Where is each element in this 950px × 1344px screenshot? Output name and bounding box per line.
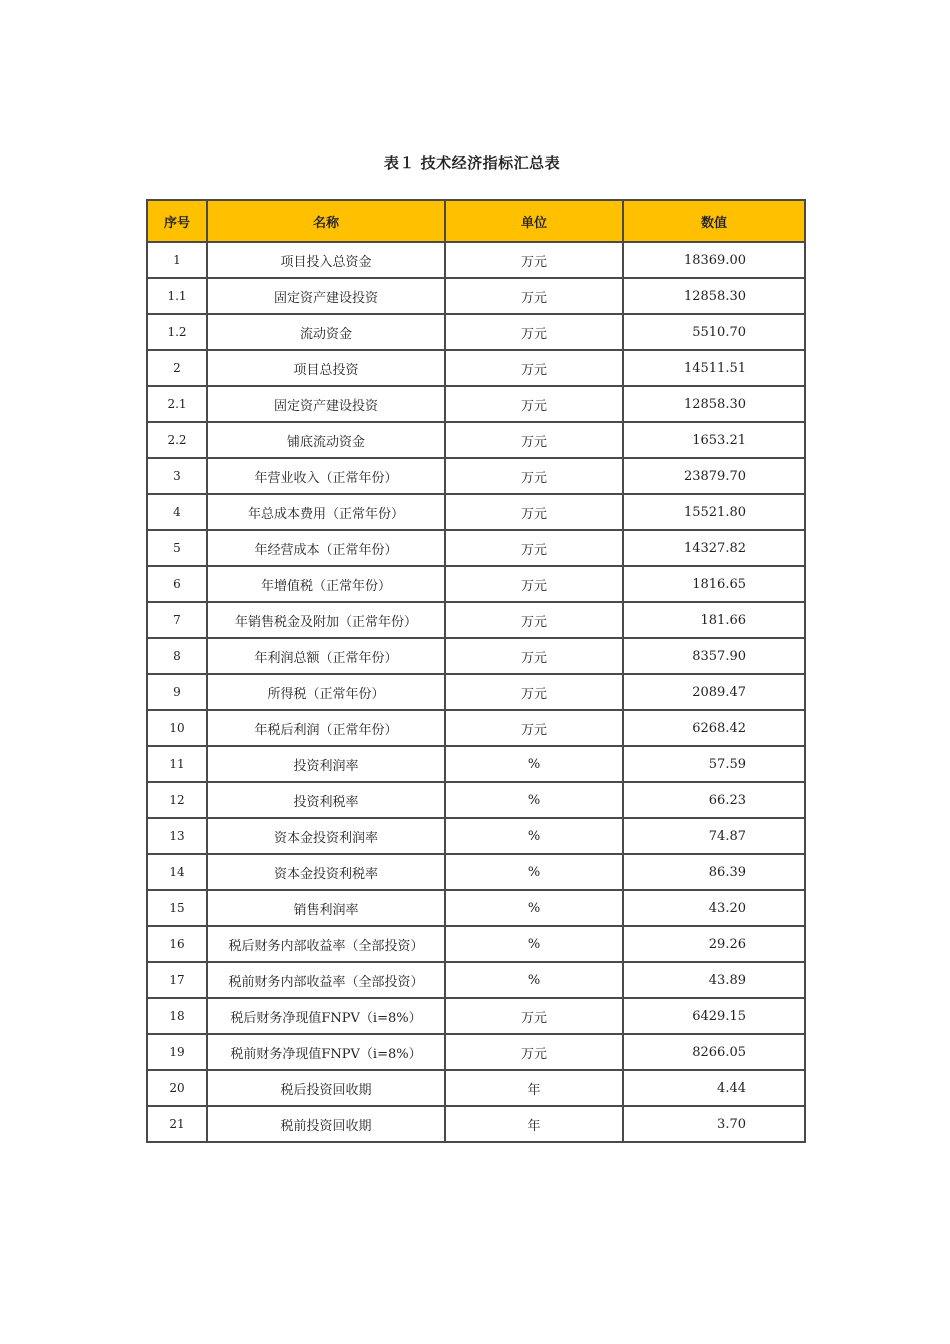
cell-value: 6429.15 [623, 998, 805, 1034]
header-seq: 序号 [147, 200, 207, 242]
cell-name: 固定资产建设投资 [207, 278, 445, 314]
cell-unit: 年 [445, 1106, 623, 1142]
cell-name: 项目投入总资金 [207, 242, 445, 278]
table-row [147, 854, 805, 890]
cell-seq: 3 [147, 458, 207, 494]
cell-seq: 11 [147, 746, 207, 782]
cell-value: 8357.90 [623, 638, 805, 674]
cell-name: 税后财务内部收益率（全部投资） [207, 926, 445, 962]
cell-unit: 万元 [445, 458, 623, 494]
cell-seq: 7 [147, 602, 207, 638]
cell-value: 2089.47 [623, 674, 805, 710]
cell-name: 税后投资回收期 [207, 1070, 445, 1106]
table-row [147, 1070, 805, 1106]
cell-value: 8266.05 [623, 1034, 805, 1070]
cell-seq: 18 [147, 998, 207, 1034]
cell-unit: % [445, 890, 623, 926]
table-row [147, 998, 805, 1034]
cell-value: 5510.70 [623, 314, 805, 350]
header-value: 数值 [623, 200, 805, 242]
cell-seq: 2.2 [147, 422, 207, 458]
cell-value: 12858.30 [623, 278, 805, 314]
header-row [147, 200, 805, 242]
cell-seq: 21 [147, 1106, 207, 1142]
cell-name: 资本金投资利税率 [207, 854, 445, 890]
table-row [147, 1034, 805, 1070]
cell-name: 所得税（正常年份） [207, 674, 445, 710]
cell-value: 6268.42 [623, 710, 805, 746]
cell-unit: 万元 [445, 566, 623, 602]
cell-unit: 万元 [445, 674, 623, 710]
table-row [147, 926, 805, 962]
cell-seq: 4 [147, 494, 207, 530]
cell-name: 税前财务内部收益率（全部投资） [207, 962, 445, 998]
cell-name: 流动资金 [207, 314, 445, 350]
cell-seq: 15 [147, 890, 207, 926]
cell-unit: 万元 [445, 422, 623, 458]
table-row [147, 278, 805, 314]
cell-name: 销售利润率 [207, 890, 445, 926]
cell-value: 14511.51 [623, 350, 805, 386]
cell-unit: 万元 [445, 350, 623, 386]
cell-unit: % [445, 962, 623, 998]
table-row [147, 746, 805, 782]
cell-unit: % [445, 926, 623, 962]
table-row [147, 314, 805, 350]
cell-value: 74.87 [623, 818, 805, 854]
header-name: 名称 [207, 200, 445, 242]
cell-name: 税后财务净现值FNPV（i=8%） [207, 998, 445, 1034]
table-row [147, 1106, 805, 1142]
table-row [147, 962, 805, 998]
cell-seq: 1.2 [147, 314, 207, 350]
cell-value: 1653.21 [623, 422, 805, 458]
cell-unit: 万元 [445, 710, 623, 746]
cell-seq: 5 [147, 530, 207, 566]
cell-value: 29.26 [623, 926, 805, 962]
cell-seq: 17 [147, 962, 207, 998]
cell-unit: 万元 [445, 278, 623, 314]
cell-value: 66.23 [623, 782, 805, 818]
cell-unit: % [445, 782, 623, 818]
table-row [147, 458, 805, 494]
cell-seq: 13 [147, 818, 207, 854]
cell-name: 资本金投资利润率 [207, 818, 445, 854]
cell-value: 181.66 [623, 602, 805, 638]
cell-value: 4.44 [623, 1070, 805, 1106]
economic-indicators-table [146, 199, 806, 1143]
cell-name: 投资利税率 [207, 782, 445, 818]
table-row [147, 350, 805, 386]
table-row [147, 602, 805, 638]
cell-unit: 万元 [445, 530, 623, 566]
cell-seq: 9 [147, 674, 207, 710]
cell-value: 43.20 [623, 890, 805, 926]
header-unit: 单位 [445, 200, 623, 242]
table-row [147, 494, 805, 530]
cell-unit: 万元 [445, 314, 623, 350]
cell-value: 14327.82 [623, 530, 805, 566]
cell-value: 57.59 [623, 746, 805, 782]
cell-name: 年利润总额（正常年份） [207, 638, 445, 674]
table-body [147, 242, 805, 1142]
cell-name: 固定资产建设投资 [207, 386, 445, 422]
cell-value: 43.89 [623, 962, 805, 998]
cell-seq: 6 [147, 566, 207, 602]
table-row [147, 890, 805, 926]
cell-unit: % [445, 746, 623, 782]
table-row [147, 422, 805, 458]
cell-value: 23879.70 [623, 458, 805, 494]
cell-unit: 万元 [445, 1034, 623, 1070]
cell-unit: 万元 [445, 998, 623, 1034]
cell-name: 项目总投资 [207, 350, 445, 386]
table-row [147, 782, 805, 818]
cell-name: 年经营成本（正常年份） [207, 530, 445, 566]
cell-unit: % [445, 854, 623, 890]
cell-name: 年增值税（正常年份） [207, 566, 445, 602]
cell-value: 3.70 [623, 1106, 805, 1142]
cell-name: 铺底流动资金 [207, 422, 445, 458]
cell-value: 15521.80 [623, 494, 805, 530]
cell-name: 年税后利润（正常年份） [207, 710, 445, 746]
cell-name: 年销售税金及附加（正常年份） [207, 602, 445, 638]
cell-seq: 20 [147, 1070, 207, 1106]
cell-seq: 1.1 [147, 278, 207, 314]
cell-name: 投资利润率 [207, 746, 445, 782]
cell-unit: % [445, 818, 623, 854]
cell-name: 税前财务净现值FNPV（i=8%） [207, 1034, 445, 1070]
cell-value: 18369.00 [623, 242, 805, 278]
table-row [147, 386, 805, 422]
cell-unit: 年 [445, 1070, 623, 1106]
table-row [147, 530, 805, 566]
cell-unit: 万元 [445, 638, 623, 674]
cell-unit: 万元 [445, 242, 623, 278]
cell-unit: 万元 [445, 494, 623, 530]
cell-seq: 19 [147, 1034, 207, 1070]
cell-unit: 万元 [445, 602, 623, 638]
table-row [147, 818, 805, 854]
cell-name: 税前投资回收期 [207, 1106, 445, 1142]
cell-name: 年营业收入（正常年份） [207, 458, 445, 494]
cell-seq: 10 [147, 710, 207, 746]
cell-value: 12858.30 [623, 386, 805, 422]
table-row [147, 566, 805, 602]
cell-seq: 12 [147, 782, 207, 818]
table-row [147, 710, 805, 746]
table-row [147, 242, 805, 278]
cell-seq: 1 [147, 242, 207, 278]
cell-value: 1816.65 [623, 566, 805, 602]
table-row [147, 674, 805, 710]
cell-seq: 14 [147, 854, 207, 890]
cell-unit: 万元 [445, 386, 623, 422]
cell-seq: 2.1 [147, 386, 207, 422]
cell-value: 86.39 [623, 854, 805, 890]
cell-seq: 16 [147, 926, 207, 962]
table-row [147, 638, 805, 674]
cell-seq: 2 [147, 350, 207, 386]
cell-name: 年总成本费用（正常年份） [207, 494, 445, 530]
cell-seq: 8 [147, 638, 207, 674]
table-title: 表１ 技术经济指标汇总表 [383, 154, 561, 172]
